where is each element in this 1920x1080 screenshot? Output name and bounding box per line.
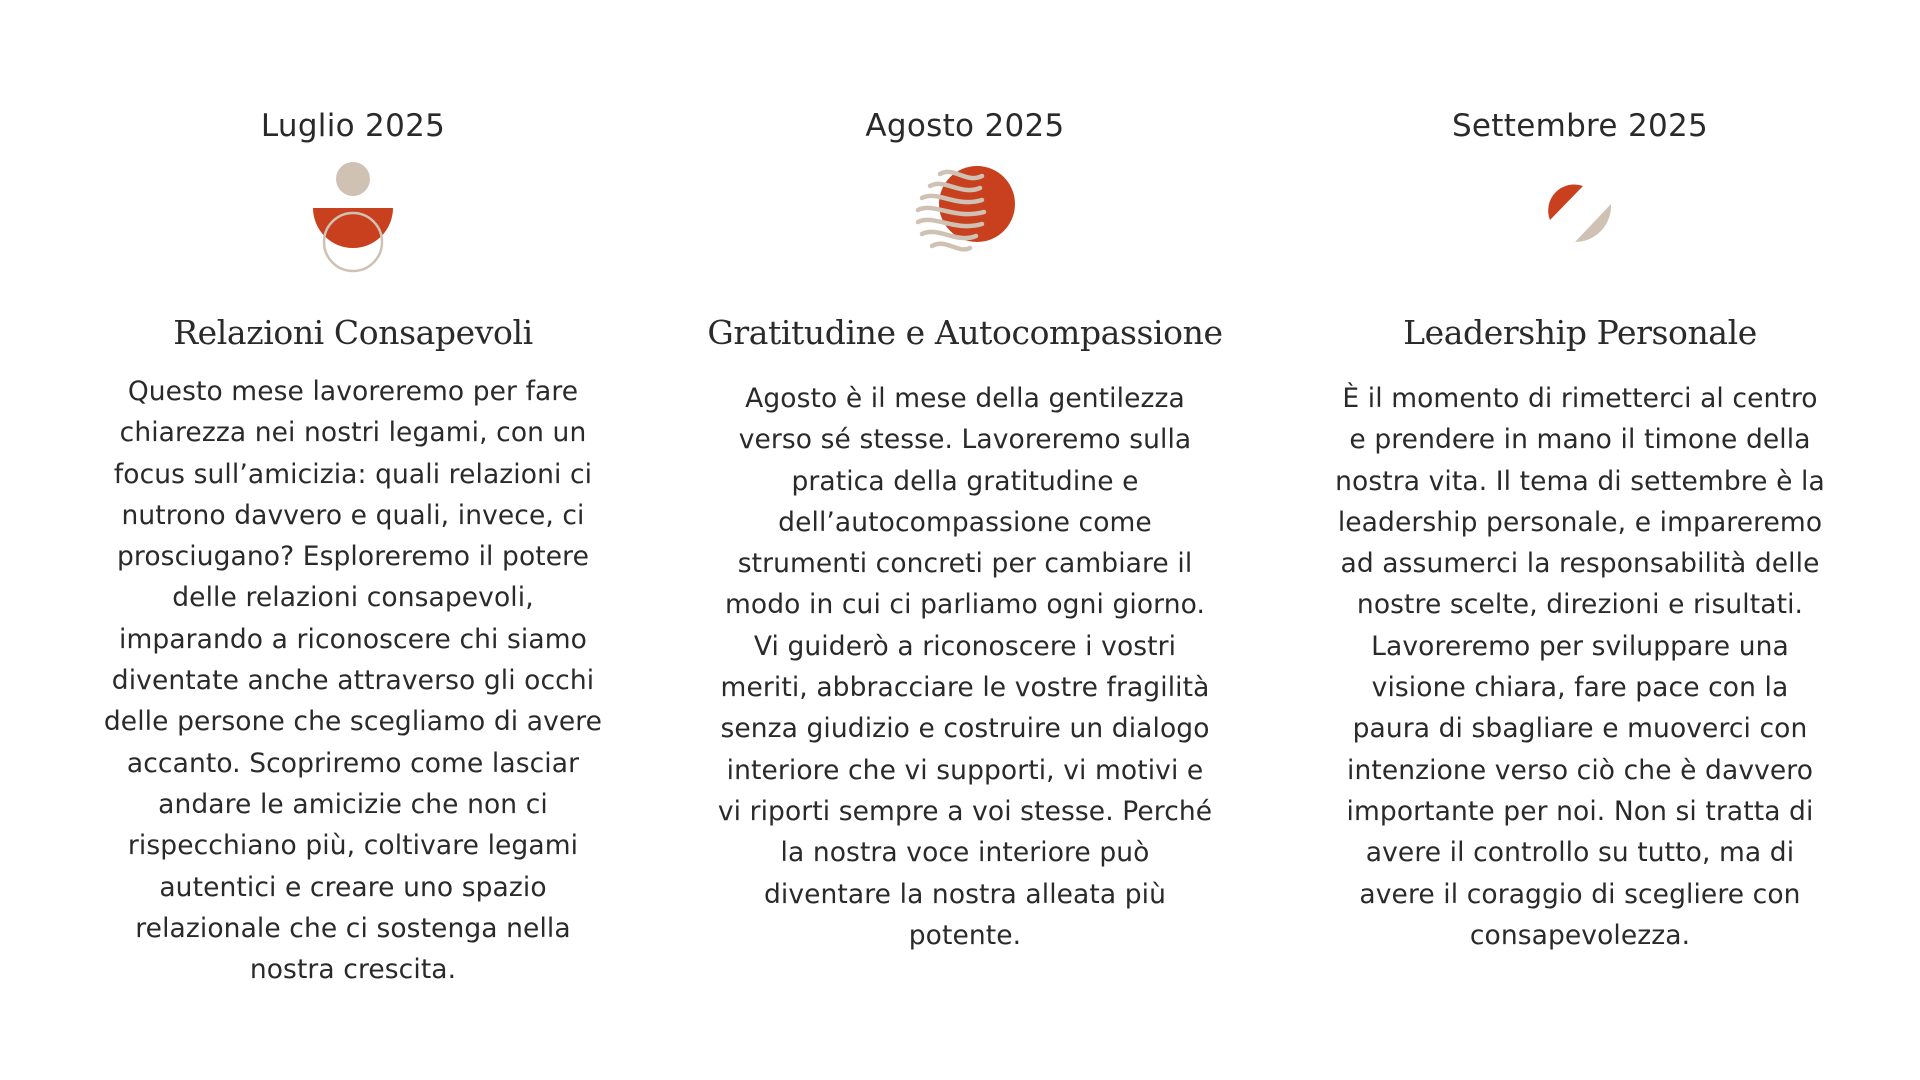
month-heading: Settembre 2025 — [1451, 108, 1709, 144]
section-description: È il momento di rimetterci al centro e prendere in mano il timone della nostra vita. Il tema di settembre è la leadership personale, e impareremo ad assumerci la responsabilità delle nostre scelte, direzioni e risultati. Lavoreremo per sviluppare una visione chiara, fare pace con la paura di sbagliare e muoverci con intenzione verso ciò che è davvero importante per noi. Non si tratta di avere il controllo su tutto, ma di avere il coraggio di scegliere con consapevolezza. — [1335, 383, 1825, 951]
semicircle-ring-icon — [288, 162, 418, 292]
month-heading: Luglio 2025 — [260, 108, 446, 144]
month-heading: Agosto 2025 — [865, 108, 1065, 144]
month-column-september — [1320, 104, 1840, 956]
section-description: Questo mese lavoreremo per fare chiarezza nei nostri legami, con un focus sull’amicizia: quali relazioni ci nutrono davvero e quali, invece, ci prosciugano? Esploreremo il potere delle relazioni consapevoli, imparando a riconoscere chi siamo diventate anche attraverso gli occhi delle persone che scegliamo di avere accanto. Scopriremo come lasciar andare le amicizie che non ci rispecchiano più, coltivare legami autentici e creare uno spazio relazionale che ci sostenga nella nostra crescita. — [103, 376, 603, 986]
split-circle-icon — [1515, 162, 1645, 292]
section-description: Agosto è il mese della gentilezza verso sé stesse. Lavoreremo sulla pratica della gratitudine e dell’autocompassione come strumenti concreti per cambiare il modo in cui ci parliamo ogni giorno. Vi guiderò a riconoscere i vostri meriti, abbracciare le vostre fragilità senza giudizio e costruire un dialogo interiore che vi supporti, vi motivi e vi riporti sempre a voi stesse. Perché la nostra voce interiore può diventare la nostra alleata più potente. — [717, 383, 1213, 951]
sun-waves-icon — [900, 162, 1030, 292]
section-title: Relazioni Consapevoli — [173, 313, 533, 352]
section-title: Gratitudine e Autocompassione — [707, 313, 1223, 352]
section-title: Leadership Personale — [1403, 313, 1757, 352]
month-column-july — [93, 104, 613, 990]
month-column-august — [705, 104, 1225, 956]
